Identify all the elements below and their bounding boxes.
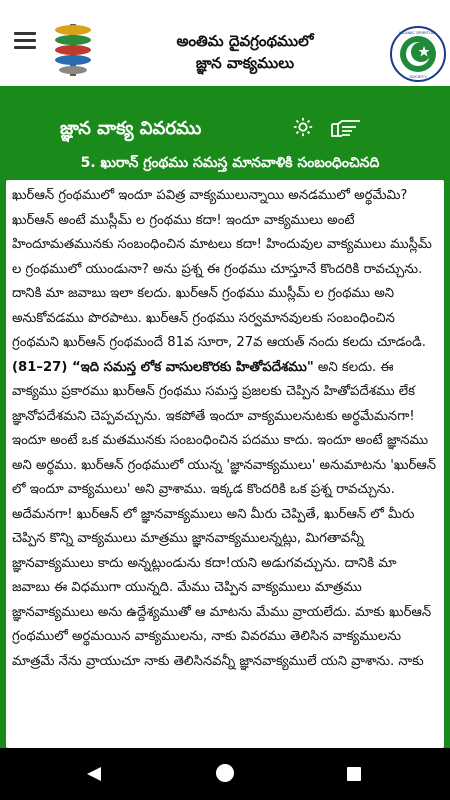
organization-logo-icon [390,26,446,82]
content-panel [6,180,444,748]
app-title-line1: అంతిమ దైవగ్రంథములో [176,32,314,50]
body-text-part1: ఖుర్ఆన్ గ్రంథములో ఇందూ పవిత్ర వాక్యములున్నాయి అనడములో అర్థమేమి? ఖుర్ఆన్ అంటే ముస్లీమ్ ల గ్రంథము కదా! ఇందూ వాక్యములు అంటే హిందూమతమునకు సంబంధించిన మాటలు కదా! హిందువుల వాక్యములు ముస్లీమ్ ల గ్రంథములో యుండునా? అను ప్రశ్న ఈ గ్రంథము చూస్తూనే కొందరికి రావచ్చును. దానికి మా జవాబు ఇలా కలదు. ఖుర్ఆన్ గ్రంథము ముస్లీమ్ ల గ్రంథము అని అనుకోవడము పొరపాటు. ఖుర్ఆన్ గ్రంథము సర్వమానవులకు సంబంధించిన గ్రంథమని ఖుర్ఆన్ గ్రంథమందే 81వ సూరా, 27వ ఆయత్ నందు కలదు చూడండి. [12,188,432,350]
svg-text:ISLAMIC SPIRITUAL: ISLAMIC SPIRITUAL [399,30,437,35]
app-title-line2: జ్ఞాన వాక్యములు [195,54,295,72]
quote-text: (81–27) “ఇది సమస్త లోక వాసులకొరకు హితోపదేశము" [12,359,314,375]
body-text [6,180,444,678]
gear-icon[interactable] [292,116,314,138]
hamburger-menu-icon[interactable] [14,28,44,56]
pointing-hand-icon [330,118,362,138]
section-subtitle: 5. ఖురాన్ గ్రంథము సమస్త మానవాళికి సంబంధించినది [80,155,380,171]
recents-square-icon[interactable] [347,767,361,781]
home-circle-icon[interactable] [216,764,234,782]
back-triangle-icon[interactable] [86,766,102,782]
section-title: జ్ఞాన వాక్య వివరము [60,118,202,139]
body-text-part2: అని కలదు. ఈ వాక్యము ప్రకారము ఖుర్ఆన్ గ్రంథము సమస్త ప్రజలకు చెప్పిన హితోపదేశము లేక జ్ఞానోపదేశమని చెప్పవచ్చును. ఇకపోతే ఇందూ వాక్యములనుటకు అర్థమేమనగా! ఇందూ అంటే ఒక మతమునకు సంబంధించిన పదము కాదు. ఇందూ అంటే జ్ఞానము అని అర్థము. ఖుర్ఆన్ గ్రంథములో యున్న 'జ్ఞానవాక్యములు' అనుమాటను 'ఖుర్ఆన్ లో ఇందూ వాక్యములు' అని వ్రాశాము. ఇక్కడ కొందరికి ఒక ప్రశ్న రావచ్చును. అదేమనగా! ఖుర్ఆన్ లో జ్ఞానవాక్యములు అని మీరు చెప్పితే, ఖుర్ఆన్ లో మీరు చెప్పిన కొన్ని వాక్యములు మాత్రము జ్ఞానవాక్యములన్నట్లు, మిగతావన్నీ జ్ఞానవాక్యములు కాదు అన్నట్లుండును కదా!యని అడుగవచ్చును. దానికి మా జవాబు ఈ విధముగా యున్నది. మేము చెప్పిన వాక్యములు మాత్రము జ్ఞానవాక్యములు అను ఉద్దేశ్యముతో ఆ మాటను మేము వ్రాయలేదు. మాకు ఖుర్ఆన్ గ్రంథములో అర్థమయిన వాక్యములను, నాకు వివరము తెలిసిన వాక్యములను మాత్రమే నేను వ్రాయుచూ నాకు తెలిసినవన్నీ జ్ఞానవాక్యములే యని వ్రాశాను. నాకు [12,359,437,669]
app-header [0,0,450,86]
app-title [110,30,380,74]
svg-text:SOCIETY: SOCIETY [409,74,427,79]
book-stack-logo-icon [50,22,96,78]
